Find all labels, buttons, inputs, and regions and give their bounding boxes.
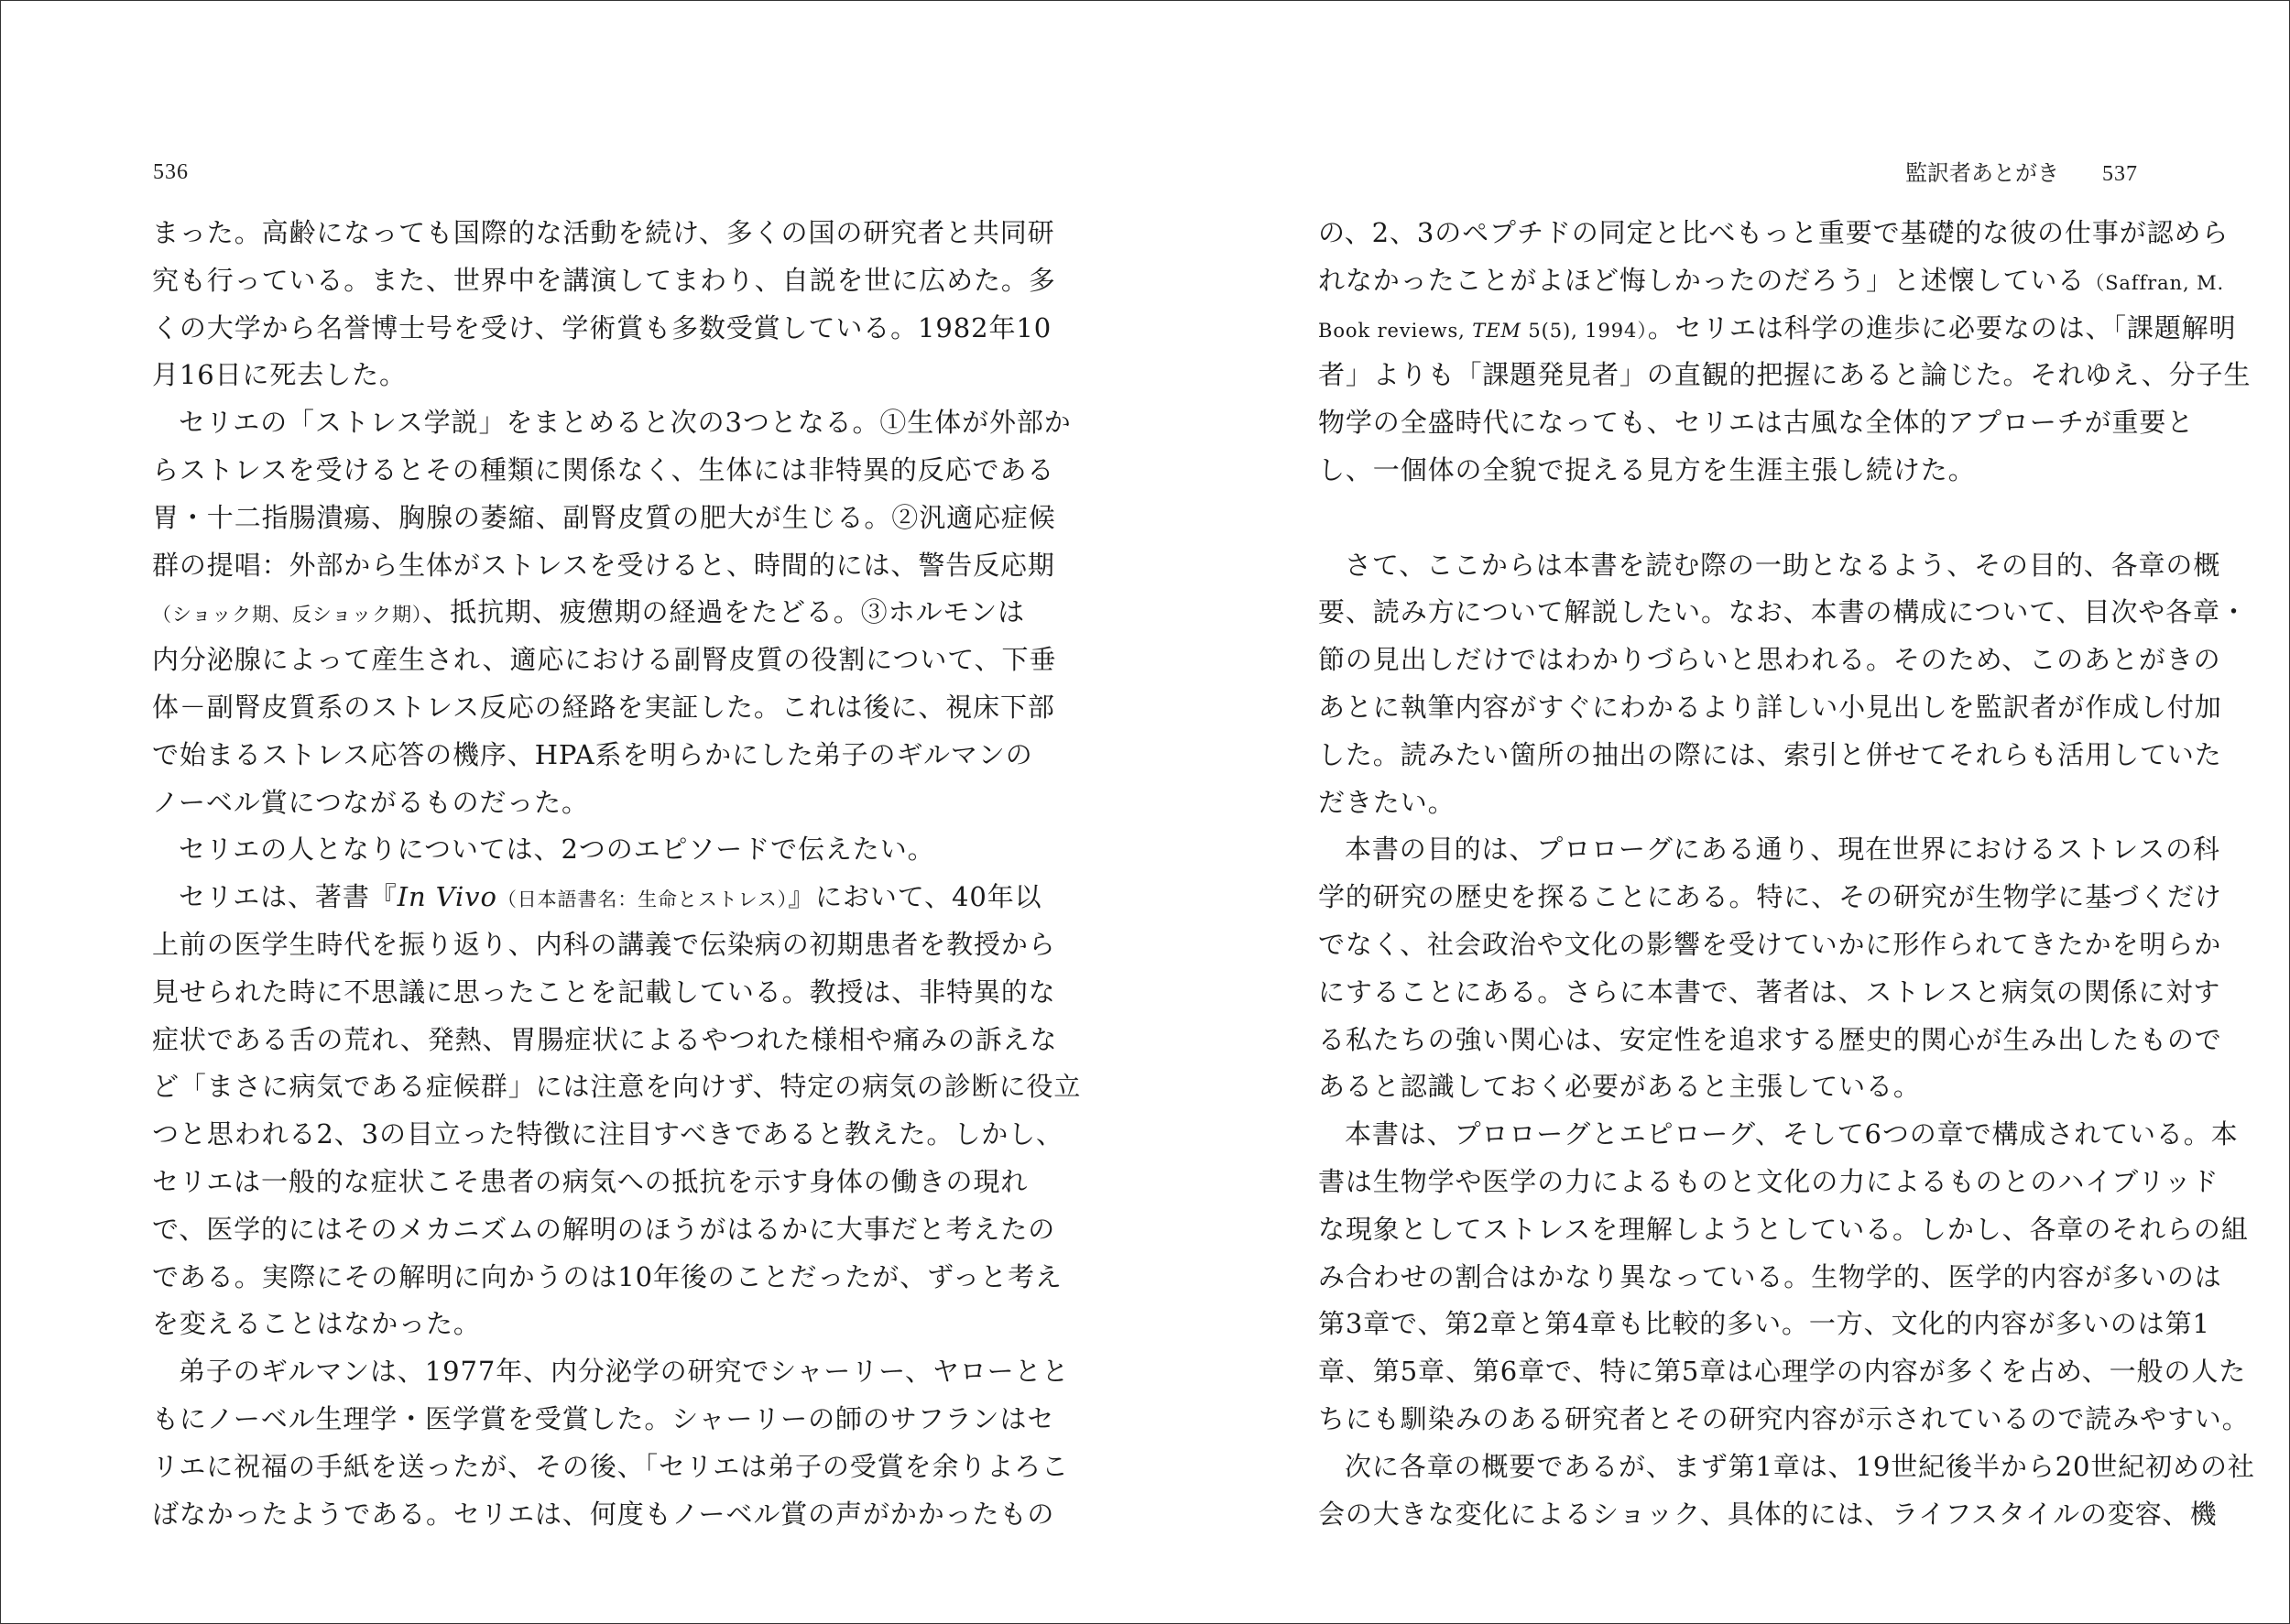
text-line: 群の提唱：外部から生体がストレスを受けると、時間的には、警告反応期 [152, 549, 1055, 581]
book-title: In Vivo [397, 881, 497, 913]
text-line: 第3章で、第2章と第4章も比較的多い。一方、文化的内容が多いのは第1 [1318, 1308, 2210, 1340]
text-line: あとに執筆内容がすぐにわかるより詳しい小見出しを監訳者が作成し付加 [1318, 691, 2222, 723]
text-line [1318, 305, 2237, 353]
text-line: 究も行っている。また、世界中を講演してまわり、自説を世に広めた。多 [152, 264, 1056, 296]
text-line: だきたい。 [1318, 786, 1456, 818]
text-line: 本書の目的は、プロローグにある通り、現在世界におけるストレスの科 [1345, 834, 2220, 866]
left-page-body [152, 210, 1082, 1538]
inline-note: （日本語書名：生命とストレス） [496, 888, 789, 911]
text-line: 体－副腎皮質系のストレス反応の経路を実証した。これは後に、視床下部 [152, 691, 1055, 723]
text-line: ばなかったようである。セリエは、何度もノーベル賞の声がかかったもの [152, 1498, 1055, 1530]
running-head: 監訳者あとがき [1905, 160, 2059, 186]
text-line: 要、読み方について解説したい。なお、本書の構成について、目次や各章・ [1318, 596, 2248, 628]
text-line: つと思われる2、3の目立った特徴に注目すべきであると教えた。しかし、 [152, 1118, 1063, 1150]
text-line: 症状である舌の荒れ、発熱、胃腸症状によるやつれた様相や痛みの訴えな [152, 1023, 1058, 1055]
text-line: さて、ここからは本書を読む際の一助となるよう、その目的、各章の概 [1345, 549, 2221, 581]
text-line: 内分泌腺によって産生され、適応における副腎皮質の役割について、下垂 [152, 644, 1057, 676]
text-line: 章、第5章、第6章で、特に第5章は心理学の内容が多くを占め、一般の人た [1318, 1356, 2247, 1388]
text-line: 物学の全盛時代になっても、セリエは古風な全体的アプローチが重要と [1318, 407, 2195, 439]
text-line [1318, 257, 2225, 305]
text-segment: 』において、40年以 [788, 881, 1042, 913]
text-line: セリエの人となりについては、2つのエピソードで伝えたい。 [179, 834, 935, 866]
page-number-left: 536 [153, 160, 189, 184]
text-line: 会の大きな変化によるショック、具体的には、ライフスタイルの変容、機 [1318, 1498, 2218, 1530]
text-line: あると認識しておく必要があると主張している。 [1318, 1071, 1921, 1103]
text-line: 学的研究の歴史を探ることにある。特に、その研究が生物学に基づくだけ [1318, 881, 2222, 913]
text-line: リエに祝福の手紙を送ったが、その後、「セリエは弟子の受賞を余りよろこ [152, 1450, 1069, 1482]
text-line: で始まるストレス応答の機序、HPA系を明らかにした弟子のギルマンの [152, 738, 1033, 770]
text-line: した。読みたい箇所の抽出の際には、索引と併せてそれらも活用していた [1318, 738, 2222, 770]
text-line: 次に各章の概要であるが、まず第1章は、19世紀後半から20世紀初めの社 [1345, 1450, 2255, 1482]
text-line: の、2、3のペプチドの同定と比べもっと重要で基礎的な彼の仕事が認めら [1318, 217, 2230, 248]
text-line: 上前の医学生時代を振り返り、内科の講義で伝染病の初期患者を教授から [152, 928, 1056, 960]
text-line: を変えることはなかった。 [152, 1308, 481, 1340]
citation: 5(5), 1994） [1521, 319, 1648, 342]
right-page [1145, 1, 2289, 1623]
text-line: 弟子のギルマンは、1977年、内分泌学の研究でシャーリー、ヤローとと [179, 1356, 1070, 1388]
page-number-right: 537 [2102, 162, 2138, 186]
text-line: ど「まさに病気である症候群」には注意を向けず、特定の病気の診断に役立 [152, 1071, 1082, 1103]
text-segment: 、抵抗期、疲憊期の経過をたどる。③ホルモンは [422, 596, 1026, 628]
text-line [152, 874, 1042, 921]
text-line: 月16日に死去した。 [152, 359, 407, 391]
text-line [152, 589, 1026, 637]
text-line: でなく、社会政治や文化の影響を受けていかに形作られてきたかを明らか [1318, 928, 2222, 960]
text-line: である。実際にその解明に向かうのは10年後のことだったが、ずっと考え [152, 1260, 1063, 1292]
text-line: ノーベル賞につながるものだった。 [152, 786, 589, 818]
inline-note: （ショック期、反ショック期） [152, 604, 423, 627]
text-line: で、医学的にはそのメカニズムの解明のほうがはるかに大事だと考えたの [152, 1213, 1056, 1245]
text-line: くの大学から名誉博士号を受け、学術賞も多数受賞している。1982年10 [152, 311, 1052, 343]
journal-title: TEM [1472, 319, 1521, 342]
text-line: にすることにある。さらに本書で、著者は、ストレスと病気の関係に対す [1318, 975, 2221, 1008]
text-line: まった。高齢になっても国際的な活動を続け、多くの国の研究者と共同研 [152, 217, 1055, 248]
text-line: 書は生物学や医学の力によるものと文化の力によるものとのハイブリッド [1318, 1165, 2219, 1197]
text-line: 者」よりも「課題発見者」の直観的把握にあると論じた。それゆえ、分子生 [1318, 359, 2252, 391]
text-line: み合わせの割合はかなり異なっている。生物学的、医学的内容が多いのは [1318, 1260, 2222, 1292]
left-page [1, 1, 1145, 1623]
text-line: らストレスを受けるとその種類に関係なく、生体には非特異的反応である [152, 453, 1055, 485]
right-page-body [1318, 210, 2255, 1538]
text-line: 本書は、プロローグとエピローグ、そして6つの章で構成されている。本 [1345, 1118, 2239, 1150]
text-line: 見せられた時に不思議に思ったことを記載している。教授は、非特異的な [152, 975, 1056, 1008]
text-line: もにノーベル生理学・医学賞を受賞した。シャーリーの師のサフランはセ [152, 1402, 1055, 1434]
text-line: セリエは一般的な症状こそ患者の病気への抵抗を示す身体の働きの現れ [152, 1165, 1029, 1197]
blank-line [1318, 495, 2147, 542]
text-line: セリエの「ストレス学説」をまとめると次の3つとなる。①生体が外部か [179, 407, 1072, 439]
text-segment: セリエは、著書『 [179, 881, 398, 913]
citation: （Saffran, M. [2085, 271, 2225, 294]
citation: Book reviews, [1318, 319, 1473, 342]
text-line: し、一個体の全貌で捉える見方を生涯主張し続けた。 [1318, 453, 1976, 485]
text-segment: れなかったことがよほど悔しかったのだろう」と述懐している [1318, 264, 2086, 296]
text-line: る私たちの強い関心は、安定性を追求する歴史的関心が生み出したもので [1318, 1023, 2222, 1055]
text-line: な現象としてストレスを理解しようとしている。しかし、各章のそれらの組 [1318, 1213, 2249, 1245]
text-line: 胃・十二指腸潰瘍、胸腺の萎縮、副腎皮質の肥大が生じる。②汎適応症候 [152, 501, 1056, 533]
text-line: ちにも馴染みのある研究者とその研究内容が示されているので読みやすい。 [1318, 1402, 2250, 1434]
text-line: 節の見出しだけではわかりづらいと思われる。そのため、このあとがきの [1318, 644, 2221, 676]
text-segment: 。セリエは科学の進歩に必要なのは、「課題解明 [1647, 311, 2237, 343]
